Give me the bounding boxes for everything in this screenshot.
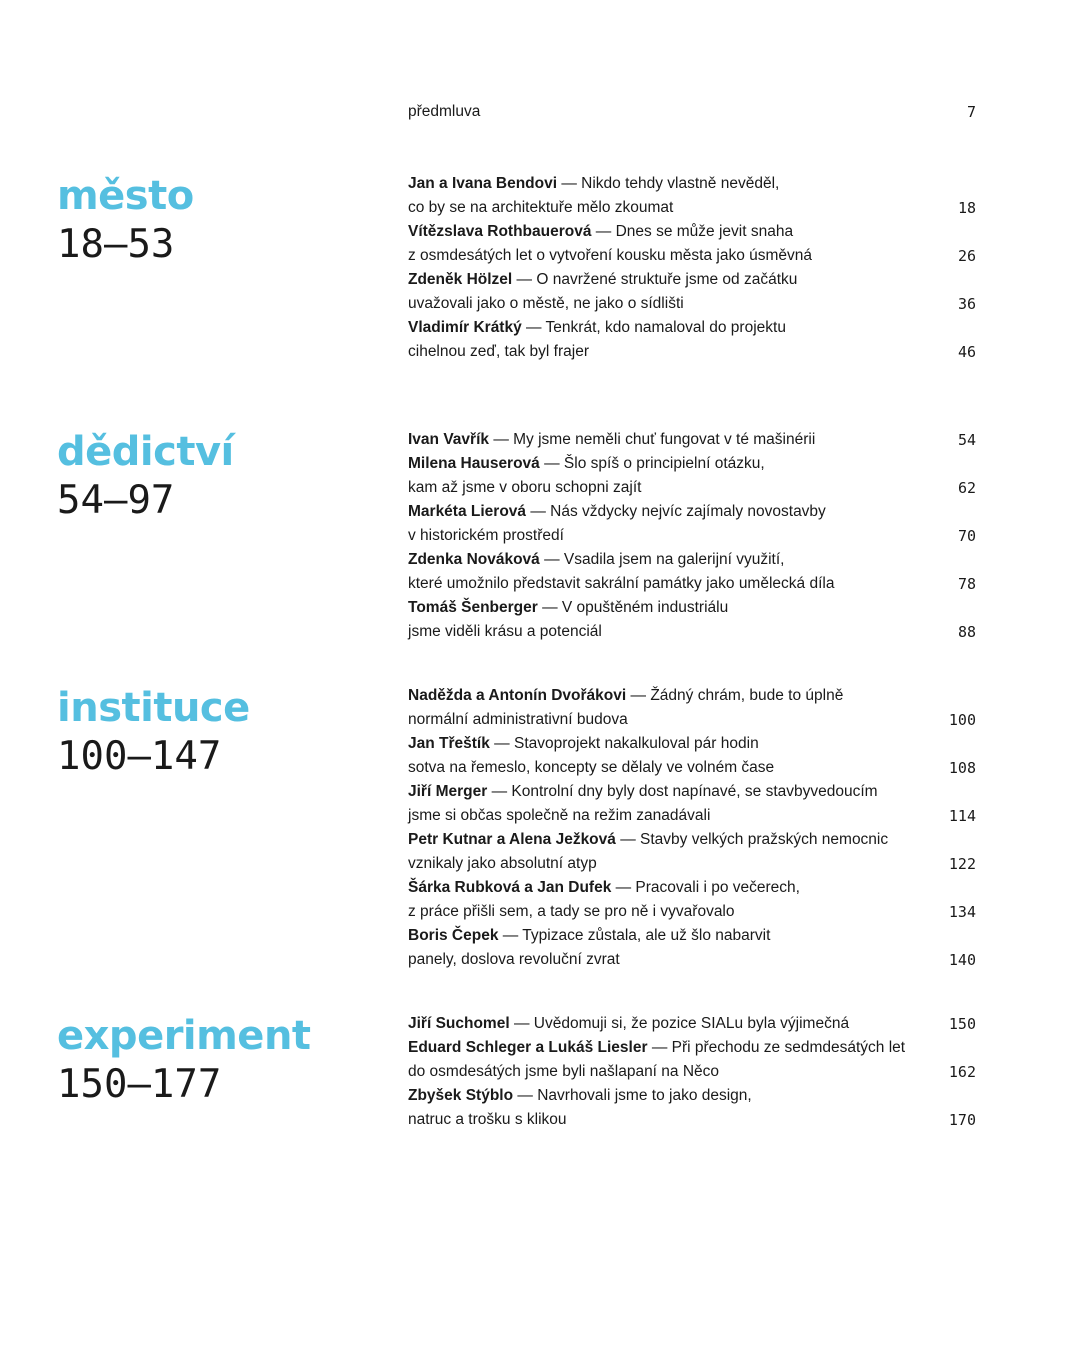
entry-title-text: — Vsadila jsem na galerijní využití, xyxy=(544,551,785,568)
entry-author: Jiří Merger xyxy=(408,783,488,800)
entry-author: Zdenka Nováková xyxy=(408,551,540,568)
section-title: instituce xyxy=(57,685,250,731)
section-page-range: 18—53 xyxy=(57,222,175,267)
entry-page-number: 62 xyxy=(957,479,976,497)
entry-title-text: cihelnou zeď, tak byl frajer xyxy=(408,343,589,360)
entry-title-text: natruc a trošku s klikou xyxy=(408,1111,567,1128)
entry-title-text: sotva na řemeslo, koncepty se dělaly ve volném čase xyxy=(408,759,775,776)
entry-title-text: — Nikdo tehdy vlastně nevěděl, xyxy=(561,175,780,192)
preface-page-number: 7 xyxy=(966,103,976,121)
toc-entry[interactable] xyxy=(408,596,976,644)
entry-title-text: — Nás vždycky nejvíc zajímaly novostavby xyxy=(530,503,826,520)
entry-line xyxy=(408,708,976,732)
entry-title-text: — Kontrolní dny byly dost napínavé, se stavbyvedoucím xyxy=(491,783,878,800)
entry-title-text: — Stavoprojekt nakalkuloval pár hodin xyxy=(494,735,759,752)
entry-line xyxy=(408,476,976,500)
toc-entry[interactable] xyxy=(408,780,976,828)
entry-author: Zdeněk Hölzel xyxy=(408,271,513,288)
entry-author: Ivan Vavřík xyxy=(408,431,490,448)
section-title: experiment xyxy=(57,1013,311,1059)
entry-line xyxy=(408,1108,976,1132)
entry-author: Naděžda a Antonín Dvořákovi xyxy=(408,687,627,704)
entry-title-text: — My jsme neměli chuť fungovat v té mašinérii xyxy=(493,431,816,448)
entry-line xyxy=(408,684,976,708)
entry-page-number: 100 xyxy=(948,711,976,729)
entry-line xyxy=(408,268,976,292)
entry-line xyxy=(408,196,976,220)
entry-page-number: 70 xyxy=(957,527,976,545)
entry-author: Vladimír Krátký xyxy=(408,319,522,336)
entry-title-text: jsme si občas společně na režim zanadávali xyxy=(408,807,711,824)
entry-title-text: do osmdesátých jsme byli našlapaní na Něco xyxy=(408,1063,720,1080)
toc-entry[interactable] xyxy=(408,1012,976,1036)
entry-title-text: vznikaly jako absolutní atyp xyxy=(408,855,597,872)
section-title: dědictví xyxy=(57,429,234,475)
toc-entry[interactable] xyxy=(408,268,976,316)
entry-page-number: 134 xyxy=(948,903,976,921)
entry-title-text: které umožnilo představit sakrální památky jako umělecká díla xyxy=(408,575,835,592)
toc-entry[interactable] xyxy=(408,172,976,220)
entry-line xyxy=(408,548,976,572)
toc-entry[interactable] xyxy=(408,500,976,548)
entry-page-number: 114 xyxy=(948,807,976,825)
entry-title-text: uvažovali jako o městě, ne jako o sídlišti xyxy=(408,295,684,312)
entry-author: Tomáš Šenberger xyxy=(408,599,538,616)
toc-entry[interactable] xyxy=(408,732,976,780)
section-heading xyxy=(57,430,387,524)
toc-entry[interactable] xyxy=(408,876,976,924)
section-entries xyxy=(408,1012,976,1132)
entry-page-number: 46 xyxy=(957,343,976,361)
entry-title-text: — O navržené struktuře jsme od začátku xyxy=(516,271,798,288)
entry-line xyxy=(408,804,976,828)
section-entries xyxy=(408,172,976,364)
toc-entry[interactable] xyxy=(408,428,976,452)
section-entries xyxy=(408,684,976,972)
entry-title-text: kam až jsme v oboru schopni zajít xyxy=(408,479,642,496)
entry-title-text: — Navrhovali jsme to jako design, xyxy=(517,1087,752,1104)
entry-line xyxy=(408,1012,976,1036)
entry-line xyxy=(408,452,976,476)
entry-author: Jan a Ivana Bendovi xyxy=(408,175,558,192)
entry-line xyxy=(408,924,976,948)
entry-line xyxy=(408,500,976,524)
preface-label: předmluva xyxy=(408,103,481,120)
section-entries xyxy=(408,428,976,644)
entry-author: Milena Hauserová xyxy=(408,455,540,472)
entry-line xyxy=(408,340,976,364)
entry-title-text: panely, doslova revoluční zvrat xyxy=(408,951,620,968)
toc-entry[interactable] xyxy=(408,1036,976,1084)
entry-page-number: 88 xyxy=(957,623,976,641)
entry-title-text: — Typizace zůstala, ale už šlo nabarvit xyxy=(502,927,771,944)
entry-author: Markéta Lierová xyxy=(408,503,527,520)
entry-page-number: 162 xyxy=(948,1063,976,1081)
entry-line xyxy=(408,756,976,780)
entry-title-text: jsme viděli krásu a potenciál xyxy=(408,623,602,640)
entry-title-text: — Při přechodu ze sedmdesátých let xyxy=(651,1039,906,1056)
entry-line xyxy=(408,876,976,900)
entry-page-number: 54 xyxy=(957,431,976,449)
entry-line xyxy=(408,780,976,804)
entry-title-text: — Žádný chrám, bude to úplně xyxy=(630,687,844,704)
entry-line xyxy=(408,596,976,620)
entry-page-number: 170 xyxy=(948,1111,976,1129)
entry-title-text: v historickém prostředí xyxy=(408,527,564,544)
entry-line xyxy=(408,1036,976,1060)
entry-title-text: co by se na architektuře mělo zkoumat xyxy=(408,199,674,216)
section-page-range: 54—97 xyxy=(57,478,175,523)
toc-entry[interactable] xyxy=(408,924,976,972)
entry-line xyxy=(408,900,976,924)
entry-line xyxy=(408,292,976,316)
entry-page-number: 36 xyxy=(957,295,976,313)
entry-line xyxy=(408,948,976,972)
entry-title-text: — Šlo spíš o principielní otázku, xyxy=(544,455,765,472)
toc-entry[interactable] xyxy=(408,684,976,732)
entry-author: Jan Třeštík xyxy=(408,735,490,752)
entry-line xyxy=(408,428,976,452)
section-page-range: 100—147 xyxy=(57,734,222,779)
section-heading xyxy=(57,686,387,780)
entry-page-number: 150 xyxy=(948,1015,976,1033)
entry-line xyxy=(408,220,976,244)
entry-page-number: 108 xyxy=(948,759,976,777)
toc-entry[interactable] xyxy=(408,1084,976,1132)
entry-line xyxy=(408,852,976,876)
section-heading xyxy=(57,174,387,268)
entry-title-text: — Tenkrát, kdo namaloval do projektu xyxy=(526,319,786,336)
toc-entry[interactable] xyxy=(408,828,976,876)
toc-entry[interactable] xyxy=(408,548,976,596)
entry-line xyxy=(408,524,976,548)
entry-author: Petr Kutnar a Alena Ježková xyxy=(408,831,616,848)
entry-page-number: 26 xyxy=(957,247,976,265)
entry-title-text: — V opuštěném industriálu xyxy=(542,599,729,616)
entry-title-text: normální administrativní budova xyxy=(408,711,628,728)
entry-author: Jiří Suchomel xyxy=(408,1015,510,1032)
entry-line xyxy=(408,1084,976,1108)
entry-line xyxy=(408,244,976,268)
entry-line xyxy=(408,572,976,596)
entry-title-text: — Stavby velkých pražských nemocnic xyxy=(620,831,889,848)
section-title: město xyxy=(57,173,194,219)
entry-page-number: 78 xyxy=(957,575,976,593)
entry-author: Eduard Schleger a Lukáš Liesler xyxy=(408,1039,648,1056)
toc-entry[interactable] xyxy=(408,220,976,268)
section-page-range: 150—177 xyxy=(57,1062,222,1107)
toc-entry[interactable] xyxy=(408,316,976,364)
entry-title-text: — Dnes se může jevit snaha xyxy=(595,223,794,240)
section-heading xyxy=(57,1014,387,1108)
entry-author: Boris Čepek xyxy=(408,927,499,944)
entry-title-text: z práce přišli sem, a tady se pro ně i vyvařovalo xyxy=(408,903,735,920)
entry-line xyxy=(408,828,976,852)
entry-title-text: — Pracovali i po večerech, xyxy=(615,879,800,896)
entry-author: Vítězslava Rothbauerová xyxy=(408,223,592,240)
entry-page-number: 122 xyxy=(948,855,976,873)
entry-line xyxy=(408,620,976,644)
entry-line xyxy=(408,172,976,196)
toc-entry[interactable] xyxy=(408,452,976,500)
entry-author: Zbyšek Stýblo xyxy=(408,1087,514,1104)
entry-title-text: z osmdesátých let o vytvoření kousku města jako úsměvná xyxy=(408,247,813,264)
entry-line xyxy=(408,732,976,756)
entry-page-number: 18 xyxy=(957,199,976,217)
preface-entry[interactable] xyxy=(408,100,976,124)
entry-author: Šárka Rubková a Jan Dufek xyxy=(408,879,612,896)
entry-title-text: — Uvědomuji si, že pozice SIALu byla výjimečná xyxy=(513,1015,850,1032)
entry-line xyxy=(408,1060,976,1084)
entry-line xyxy=(408,316,976,340)
entry-page-number: 140 xyxy=(948,951,976,969)
